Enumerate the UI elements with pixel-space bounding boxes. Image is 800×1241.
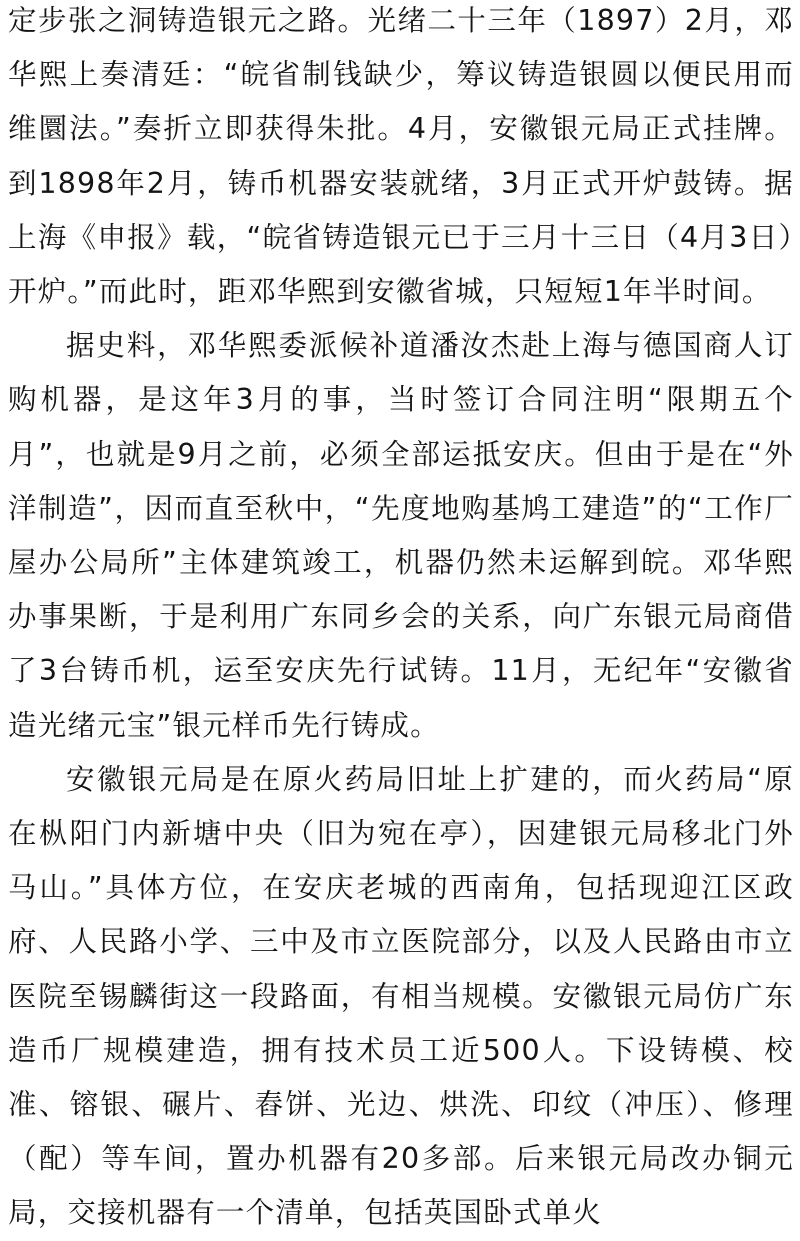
paragraph: 定步张之洞铸造银元之路。光绪二十三年（1897）2月，邓华熙上奏清廷：“皖省制钱缺少，筹议铸造银圆以便民用而维圜法。”奏折立即获得朱批。4月，安徽银元局正式挂牌。到1898年2月，铸币机器安装就绪，3月正式开炉鼓铸。据上海《申报》载，“皖省铸造银元已于三月十三日（4月3日）开炉。”而此时，距邓华熙到安徽省城，只短短1年半时间。 [8,4,794,309]
paragraph: 据史料，邓华熙委派候补道潘汝杰赴上海与德国商人订购机器，是这年3月的事，当时签订合同注明“限期五个月”，也就是9月之前，必须全部运抵安庆。但由于是在“外洋制造”，因而直至秋中，“先度地购基鸠工建造”的“工作厂屋办公局所”主体建筑竣工，机器仍然未运解到皖。邓华熙办事果断，于是利用广东同乡会的关系，向广东银元局商借了3台铸币机，运至安庆先行试铸。11月，无纪年“安徽省造光绪元宝”银元样币先行铸成。 [8,329,794,742]
paragraph: 安徽银元局是在原火药局旧址上扩建的，而火药局“原在枞阳门内新塘中央（旧为宛在亭），因建银元局移北门外马山。”具体方位，在安庆老城的西南角，包括现迎江区政府、人民路小学、三中及市立医院部分，以及人民路由市立医院至锡麟街这一段路面，有相当规模。安徽银元局仿广东造币厂规模建造，拥有技术员工近500人。下设铸模、校准、镕银、碾片、舂饼、光边、烘洗、印纹（冲压）、修理（配）等车间，置办机器有20多部。后来银元局改办铜元局，交接机器有一个清单，包括英国卧式单火 [8,762,794,1230]
document-page [8,0,794,1241]
